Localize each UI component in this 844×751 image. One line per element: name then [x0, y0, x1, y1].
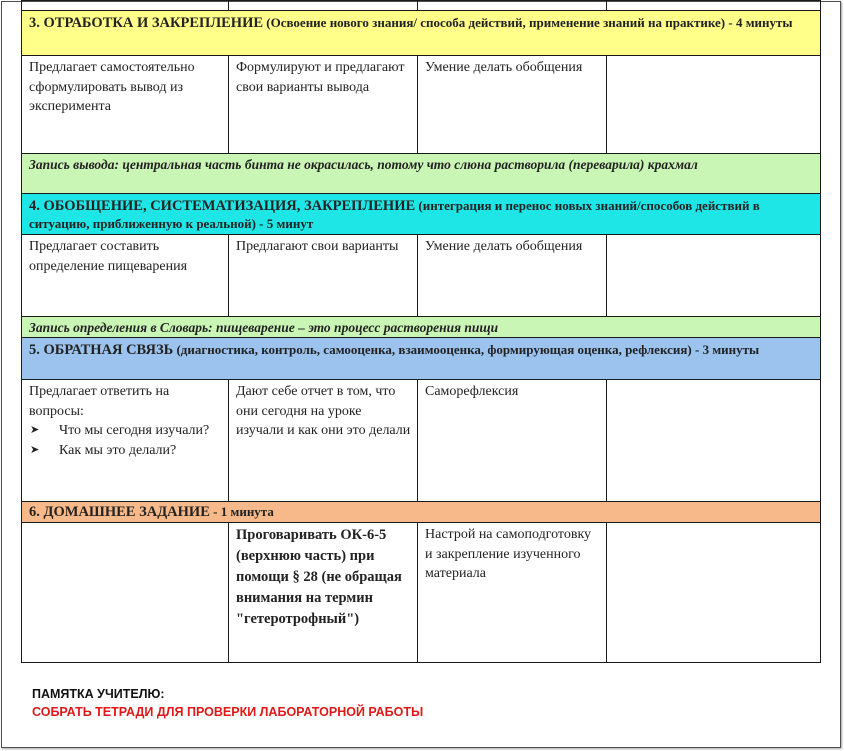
teacher-memo: [32, 685, 423, 721]
memo-title: ПАМЯТКА УЧИТЕЛЮ:: [32, 687, 165, 701]
questions-list: [29, 421, 222, 460]
section-4-subtitle: (интеграция и перенос новых знаний/способов действий в ситуацию, приближенную к реальной) - 5 минут: [29, 198, 760, 231]
section-4-note-row: [22, 317, 821, 338]
arrow-bullet-icon: ➤: [30, 443, 40, 456]
section-5-teacher-intro: Предлагает ответить на вопросы:: [29, 384, 170, 419]
memo-text: СОБРАТЬ ТЕТРАДИ ДЛЯ ПРОВЕРКИ ЛАБОРАТОРНОЙ РАБОТЫ: [32, 705, 424, 719]
section-6-row: [22, 523, 821, 663]
section-5-students: Дают себе отчет в том, что они сегодня на уроке изучали и как они это делали: [229, 380, 418, 502]
section-3-skills: Умение делать обобщения: [418, 56, 607, 154]
section-4-header: [22, 194, 821, 235]
section-3-note-row: [22, 154, 821, 194]
section-3-empty: [607, 56, 821, 154]
section-6-subtitle: - 1 минута: [209, 504, 274, 519]
section-6-homework: Проговаривать ОК-6-5 (верхнюю часть) при помощи § 28 (не обращая внимания на термин "гетеротрофный"): [229, 523, 418, 663]
section-5-header: [22, 338, 821, 380]
section-3-teacher: Предлагает самостоятельно сформулировать вывод из эксперимента: [22, 56, 229, 154]
section-6-header: [22, 502, 821, 523]
section-4-row: [22, 235, 821, 317]
section-4-note: Запись определения в Словарь: пищеварение – это процесс растворения пищи: [22, 317, 821, 338]
section-5-empty: [607, 380, 821, 502]
section-3-note: Запись вывода: центральная часть бинта не окрасилась, потому что слюна растворила (переварила) крахмал: [22, 154, 821, 194]
section-5-row: [22, 380, 821, 502]
section-5-skills: Саморефлексия: [418, 380, 607, 502]
section-4-skills: Умение делать обобщения: [418, 235, 607, 317]
list-item: ➤ Что мы сегодня изучали?: [29, 421, 222, 441]
section-6-skills: Настрой на самоподготовку и закрепление изученного материала: [418, 523, 607, 663]
section-3-header: [22, 11, 821, 56]
top-continuation-row: [22, 1, 821, 11]
section-3-subtitle: (Освоение нового знания/ способа действий, применение знаний на практике) - 4 минуты: [263, 15, 793, 30]
section-5-teacher: [22, 380, 229, 502]
section-4-students: Предлагают свои варианты: [229, 235, 418, 317]
section-3-row: [22, 56, 821, 154]
lesson-plan-table: [21, 0, 821, 663]
list-item: ➤ Как мы это делали?: [29, 441, 222, 461]
section-5-title: 5. ОБРАТНАЯ СВЯЗЬ: [29, 342, 174, 358]
section-5-subtitle: (диагностика, контроль, самооценка, взаимооценка, формирующая оценка, рефлексия) - 3 минуты: [173, 342, 760, 357]
section-4-teacher: Предлагает составить определение пищеварения: [22, 235, 229, 317]
section-4-title: 4. ОБОБЩЕНИЕ, СИСТЕМАТИЗАЦИЯ, ЗАКРЕПЛЕНИЕ: [29, 198, 416, 214]
section-3-students: Формулируют и предлагают свои варианты вывода: [229, 56, 418, 154]
section-6-empty-left: [22, 523, 229, 663]
arrow-bullet-icon: ➤: [30, 424, 40, 436]
section-6-empty: [607, 523, 821, 663]
section-3-title: 3. ОТРАБОТКА И ЗАКРЕПЛЕНИЕ: [29, 15, 264, 31]
section-4-empty: [607, 235, 821, 317]
section-6-title: 6. ДОМАШНЕЕ ЗАДАНИЕ: [29, 504, 210, 520]
